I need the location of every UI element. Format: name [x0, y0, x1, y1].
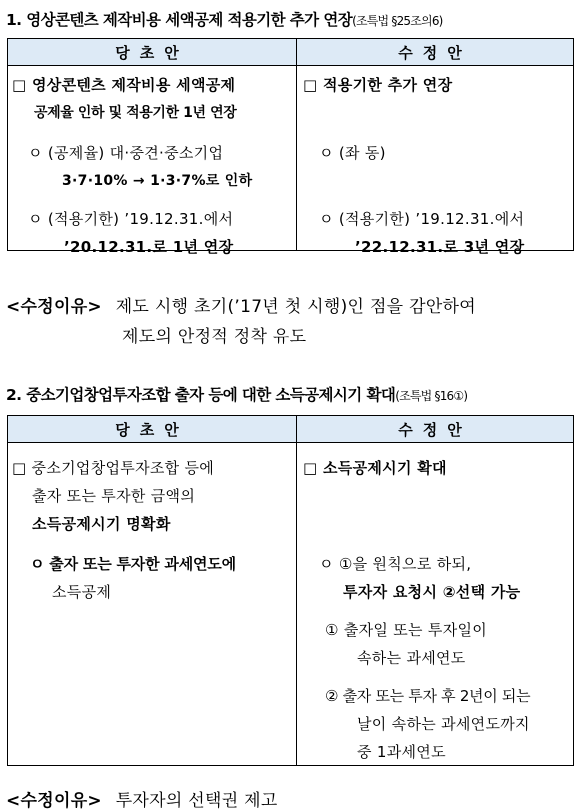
- section1-left-o2-line1: ㅇ (적용기한) ’19.12.31.에서: [28, 210, 234, 228]
- section2-comparison-table: [7, 415, 574, 766]
- section2-revised-cell: [297, 443, 574, 766]
- section1-header-original: 당초안: [8, 39, 297, 66]
- section1-right-o2-line1: ㅇ (적용기한) ’19.12.31.에서: [319, 210, 525, 228]
- section1-comparison-table: [7, 38, 574, 256]
- section1-reason-label: <수정이유>: [6, 297, 102, 317]
- section1-header-revised: 수정안: [297, 39, 574, 66]
- section2-right-box-line1: □ 소득공제시기 확대: [303, 459, 447, 477]
- section2-right-n2-line3: 중 1과세연도: [357, 743, 446, 761]
- section1-left-o1-line2: 3·7·10% → 1·3·7%로 인하: [62, 173, 253, 189]
- section2-left-box-line3: 소득공제시기 명확화: [32, 515, 171, 533]
- section1-right-o2-line2: ’22.12.31.로 3년 연장: [355, 238, 525, 256]
- section1-right-box-line1: □ 적용기한 추가 연장: [303, 76, 453, 94]
- section2-reason-label: <수정이유>: [6, 791, 102, 811]
- section2-left-box-line2: 출자 또는 투자한 금액의: [32, 487, 196, 505]
- section1-right-o1-line1: ㅇ (좌 동): [319, 144, 386, 162]
- section2-right-n1-line1: ① 출자일 또는 투자일이: [325, 621, 488, 639]
- section2-left-o1-line1: ㅇ 출자 또는 투자한 과세연도에: [30, 555, 236, 573]
- section2-left-o1-line2: 소득공제: [52, 583, 112, 601]
- section2-right-o1-line1: ㅇ ①을 원칙으로 하되,: [319, 555, 472, 573]
- section1-left-o2-line2: ’20.12.31.로 1년 연장: [64, 238, 234, 256]
- section1-left-o1-line1: ㅇ (공제율) 대·중견·중소기업: [28, 144, 224, 162]
- section1-reason-line2: 제도의 안정적 정착 유도: [122, 327, 307, 347]
- section1-title-text: 1. 영상콘텐츠 제작비용 세액공제 적용기한 추가 연장: [6, 11, 353, 29]
- section1-left-box-line2: 공제율 인하 및 적용기한 1년 연장: [34, 105, 237, 121]
- section2-original-cell: [8, 443, 297, 766]
- section1-reason-line1: 제도 시행 초기(’17년 첫 시행)인 점을 감안하여: [115, 297, 476, 317]
- section2-reason: [6, 786, 278, 811]
- section2-reason-line1: 투자자의 선택권 제고: [115, 791, 278, 811]
- section2-header-original: 당초안: [8, 416, 297, 443]
- section2-right-n2-line1: ② 출자 또는 투자 후 2년이 되는: [325, 687, 531, 705]
- section1-original-cell: [8, 66, 297, 256]
- section2-title-ref: (조특법 §16①): [395, 389, 468, 403]
- section1-left-box-line1: □ 영상콘텐츠 제작비용 세액공제: [12, 76, 236, 94]
- section1-title-ref: (조특법 §25조의6): [352, 14, 443, 28]
- section1-reason: [6, 292, 476, 317]
- section2-right-n1-line2: 속하는 과세연도: [357, 649, 466, 667]
- section2-right-o1-line2: 투자자 요청시 ②선택 가능: [343, 583, 521, 601]
- section2-header-revised: 수정안: [297, 416, 574, 443]
- section2-title: [6, 383, 467, 405]
- section1-title: [6, 8, 443, 30]
- section2-left-box-line1: □ 중소기업창업투자조합 등에: [12, 459, 215, 477]
- section2-right-n2-line2: 날이 속하는 과세연도까지: [357, 715, 530, 733]
- section2-title-text: 2. 중소기업창업투자조합 출자 등에 대한 소득공제시기 확대: [6, 386, 396, 404]
- section1-revised-cell: [297, 66, 574, 256]
